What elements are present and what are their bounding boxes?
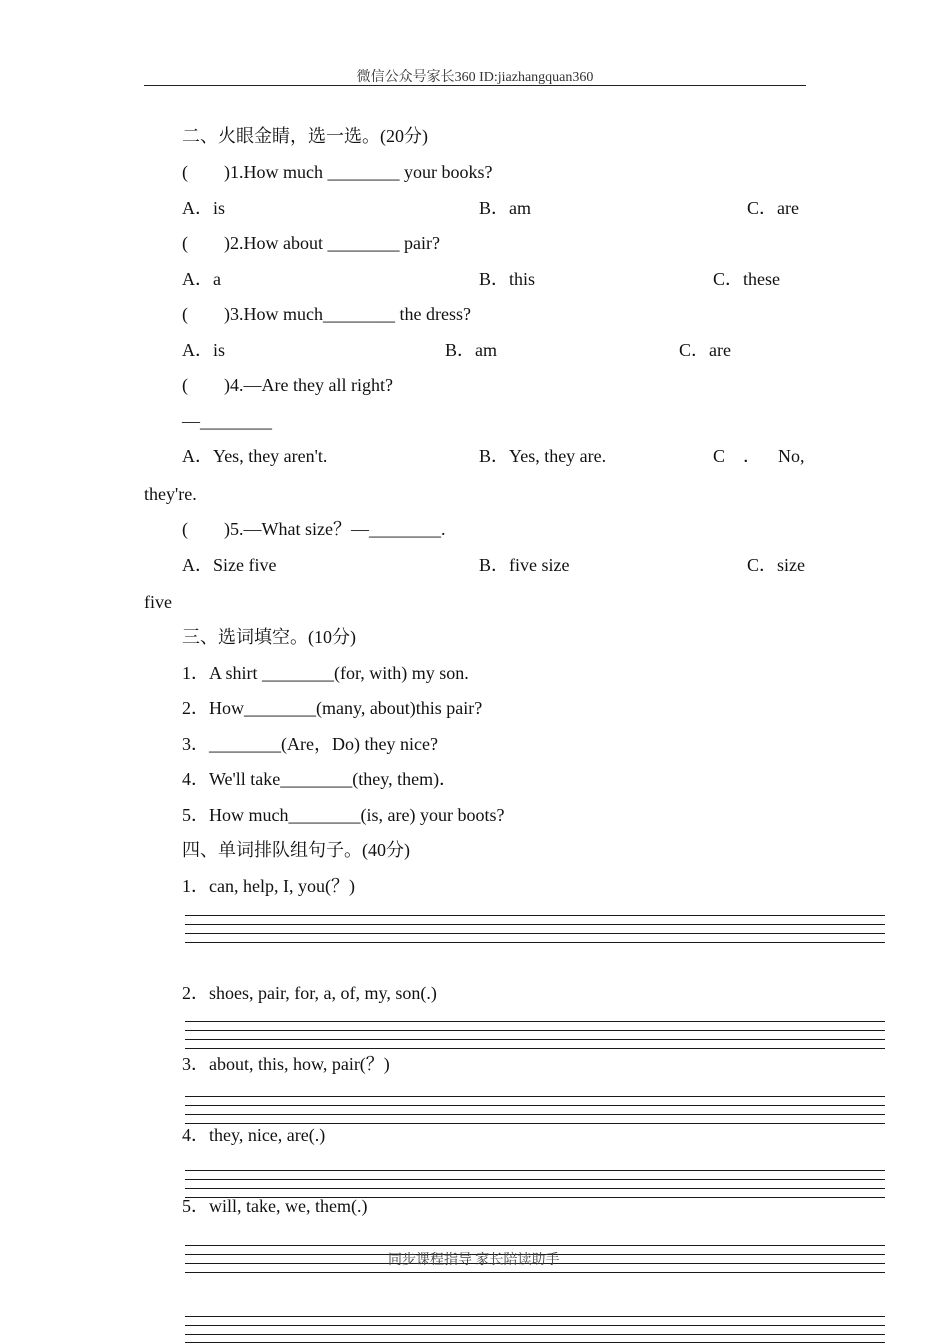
writing-line <box>185 1170 885 1171</box>
writing-line <box>185 1188 885 1189</box>
writing-line <box>185 1179 885 1180</box>
writing-line <box>185 1096 885 1097</box>
fill-item-4: 4．We'll take________(they, them)． <box>182 769 458 789</box>
question-1: ( )1.How much ________ your books? <box>182 162 493 182</box>
q3-option-a: A．is <box>182 340 226 360</box>
fill-item-1: 1．A shirt ________(for, with) my son. <box>182 663 469 683</box>
q4-option-c-wrap: they're. <box>144 484 197 504</box>
q4-answer-line: —________ <box>182 411 272 431</box>
page-footer: 同步课程指导 家长陪读助手 <box>388 1253 560 1268</box>
writing-line <box>185 924 885 925</box>
header-rule <box>144 85 806 86</box>
q5-option-c-wrap: five <box>144 592 172 612</box>
q5-option-a: A．Size five <box>182 555 277 575</box>
reorder-item-4: 4．they, nice, are(.) <box>182 1125 326 1145</box>
writing-line <box>185 1325 885 1326</box>
fill-item-5: 5．How much________(is, are) your boots? <box>182 805 505 825</box>
writing-line <box>185 1030 885 1031</box>
q4-option-b: B．Yes, they are. <box>479 446 607 466</box>
fill-item-2: 2．How________(many, about)this pair? <box>182 698 483 718</box>
writing-line <box>185 1048 885 1049</box>
fill-item-3: 3．________(Are，Do) they nice? <box>182 734 438 754</box>
section4-title: 四、单词排队组句子。(40分) <box>182 840 410 860</box>
q4-option-c-text: No, <box>778 446 805 466</box>
q2-option-a: A．a <box>182 269 221 289</box>
writing-line <box>185 1105 885 1106</box>
writing-line <box>185 1114 885 1115</box>
q4-option-c-label: C ． <box>713 446 762 466</box>
q3-option-b: B．am <box>445 340 497 360</box>
reorder-item-5: 5．will, take, we, them(.) <box>182 1196 368 1216</box>
writing-line <box>185 1334 885 1335</box>
page-header: 微信公众号家长360 ID:jiazhangquan360 <box>356 70 594 85</box>
question-2: ( )2.How about ________ pair? <box>182 233 440 253</box>
question-5: ( )5.—What size？—________. <box>182 519 446 539</box>
reorder-item-1: 1．can, help, I, you(？) <box>182 876 355 896</box>
q5-option-c-label: C．size <box>747 555 805 575</box>
writing-line <box>185 1272 885 1273</box>
q5-option-b: B．five size <box>479 555 570 575</box>
q3-option-c: C．are <box>679 340 731 360</box>
q1-option-a: A．is <box>182 198 226 218</box>
writing-line <box>185 1021 885 1022</box>
question-4: ( )4.—Are they all right? <box>182 375 393 395</box>
reorder-item-3: 3．about, this, how, pair(？) <box>182 1054 390 1074</box>
writing-line <box>185 933 885 934</box>
section2-title: 二、火眼金睛，选一选。(20分) <box>182 126 428 146</box>
q2-option-b: B．this <box>479 269 536 289</box>
q1-option-b: B．am <box>479 198 531 218</box>
reorder-item-2: 2．shoes, pair, for, a, of, my, son(.) <box>182 983 437 1003</box>
q2-option-c: C．these <box>713 269 780 289</box>
writing-line <box>185 1039 885 1040</box>
writing-line <box>185 942 885 943</box>
writing-line <box>185 1245 885 1246</box>
writing-line <box>185 1342 885 1343</box>
question-3: ( )3.How much________ the dress? <box>182 304 471 324</box>
writing-line <box>185 1316 885 1317</box>
section3-title: 三、选词填空。(10分) <box>182 627 356 647</box>
writing-line <box>185 915 885 916</box>
q1-option-c: C．are <box>747 198 799 218</box>
q4-option-a: A．Yes, they aren't. <box>182 446 328 466</box>
